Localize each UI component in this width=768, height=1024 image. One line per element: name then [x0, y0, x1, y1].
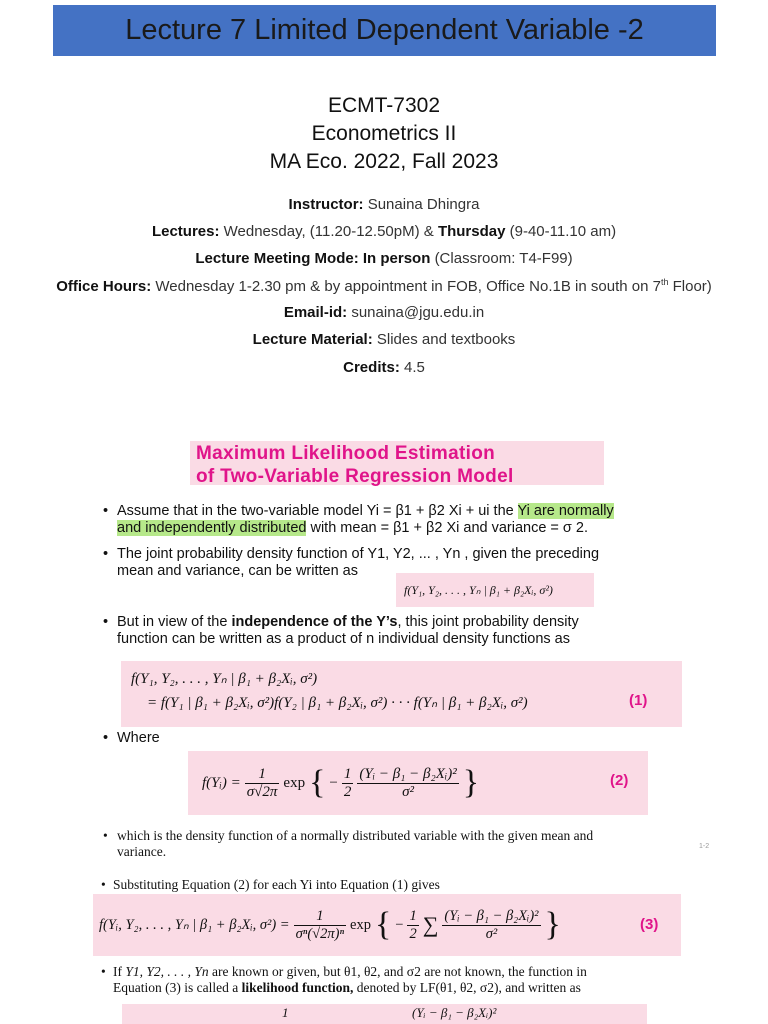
b3-post: , this joint probability density	[397, 614, 579, 630]
b2-line2: mean and variance, can be written as	[117, 563, 358, 579]
mode-label: Lecture Meeting Mode:	[195, 250, 359, 267]
eq2-half-den: 2	[343, 783, 352, 800]
b7-line2-bold: likelihood function,	[241, 980, 354, 995]
eq2-frac-den: σ√2π	[246, 783, 278, 800]
b7-line2-post: denoted by LF(θ1, θ2, σ2), and written as	[356, 980, 581, 995]
eq1-line2: = f(Y₁ | β₁ + β₂Xᵢ, σ²)f(Y₂ | β₁ + β₂Xᵢ, σ²) · · · f(Yₙ | β₁ + β₂Xᵢ, σ²)	[147, 695, 528, 711]
mode-value: In person	[362, 250, 431, 267]
eq2-body-den: σ²	[402, 783, 414, 800]
b4-where: Where	[117, 730, 160, 746]
b5-line1: which is the density function of a normally distributed variable with the given mean and	[117, 828, 594, 843]
eq3-lhs: f(Yᵢ, Y₂, . . . , Yₙ | β₁ + β₂Xᵢ, σ²) =	[99, 916, 290, 933]
course-program: MA Eco. 2022, Fall 2023	[269, 150, 499, 173]
b7-line1-post: are known or given, but θ1, θ2, and σ2 are not known, the function in	[212, 964, 587, 979]
mode-line	[0, 250, 768, 267]
equation-4-box-partial	[122, 1004, 647, 1024]
bullet-dot: •	[103, 614, 109, 630]
lecture-title: Lecture 7 Limited Dependent Variable -2	[125, 14, 644, 46]
office-hours-line	[0, 277, 768, 295]
eq1-line1: f(Y₁, Y₂, . . . , Yₙ | β₁ + β₂Xᵢ, σ²)	[131, 671, 318, 687]
b3-line2: function can be written as a product of n individual density functions as	[117, 631, 570, 647]
eq2-right-brace: }	[462, 764, 480, 801]
b2-line1: The joint probability density function of Y1, Y2, ... , Yn , given the preceding	[117, 546, 600, 562]
eq2-fraction	[245, 766, 280, 801]
b5-line2: variance.	[117, 844, 167, 859]
bullet-dot: •	[103, 730, 109, 746]
bullet-density-function	[103, 828, 637, 860]
material-label: Lecture Material:	[252, 331, 373, 348]
b7-line1-pre: If	[113, 964, 122, 979]
lectures-time2: (9-40-11.10 am)	[509, 223, 617, 240]
bullet-dot: •	[103, 503, 109, 519]
material-line	[0, 331, 768, 348]
eq3-right-brace: }	[544, 906, 561, 943]
bullet-dot: •	[101, 964, 106, 979]
eq1-number: (1)	[629, 692, 648, 709]
email-label: Email-id:	[283, 304, 348, 321]
eq3-body-den: σ²	[485, 925, 498, 942]
eq3-frac-num: 1	[294, 908, 346, 926]
mle-section-title	[190, 441, 604, 485]
instructor-label: Instructor:	[288, 196, 364, 213]
office-value: Wednesday 1-2.30 pm & by appointment in FOB, Office No.1B in south on 7	[155, 278, 661, 295]
joint-pdf-box	[396, 573, 594, 607]
bullet-assume	[103, 503, 657, 537]
eq4-partial-body: (Yᵢ − β₁ − β₂Xᵢ)²	[412, 1005, 497, 1020]
b6-text: Substituting Equation (2) for each Yi into Equation (1) gives	[113, 877, 440, 892]
b1-post: with mean = β1 + β2 Xi and variance = σ 2.	[310, 520, 589, 536]
bullet-where	[103, 730, 160, 747]
eq2-exp: exp	[283, 774, 306, 791]
b3-bold: independence of the Y’s	[231, 614, 398, 630]
lectures-day2: Thursday	[437, 223, 506, 240]
lectures-label: Lectures:	[151, 223, 220, 240]
mle-title-line2: of Two-Variable Regression Model	[196, 466, 514, 487]
eq3-half	[407, 908, 418, 943]
b1-pre: Assume that in the two-variable model Yi = β1 + β2 Xi + ui the	[117, 503, 514, 519]
bullet-likelihood	[101, 964, 673, 996]
email-value[interactable]: sunaina@jgu.edu.in	[351, 304, 485, 321]
mode-room: (Classroom: T4-F99)	[434, 250, 573, 267]
b3-pre: But in view of the	[117, 614, 228, 630]
office-sup: th	[660, 277, 669, 287]
eq3-left-brace: {	[374, 906, 392, 943]
eq3-fraction	[294, 908, 346, 943]
joint-pdf-equation: f(Y₁, Y₂, . . . , Yₙ | β₁ + β₂Xᵢ, σ²)	[404, 583, 553, 597]
eq3-minus: −	[395, 916, 404, 933]
office-label: Office Hours:	[56, 278, 152, 295]
course-block	[0, 92, 768, 176]
equation-1-box	[121, 661, 682, 727]
instructor-line	[0, 196, 768, 213]
course-name: Econometrics II	[311, 122, 457, 145]
bullet-substituting	[101, 877, 673, 893]
eq2-body	[357, 766, 458, 801]
lecture-title-bar	[53, 5, 716, 56]
eq2-left-brace: {	[309, 764, 326, 801]
eq2-half-num: 1	[343, 765, 352, 782]
mle-title-line1: Maximum Likelihood Estimation	[196, 443, 496, 464]
eq2-lhs: f(Yᵢ) =	[202, 774, 241, 791]
material-value: Slides and textbooks	[376, 331, 516, 348]
credits-value: 4.5	[404, 359, 425, 376]
b7-line2-pre: Equation (3) is called a	[113, 980, 239, 995]
equation-3-box	[93, 894, 681, 956]
eq2-expression	[202, 761, 479, 805]
eq3-body-num: (Yᵢ − β₁ − β₂Xᵢ)²	[444, 907, 539, 924]
b1-highlight-1: Yi are normally	[517, 503, 614, 519]
bullet-independence	[103, 614, 677, 648]
bullet-dot: •	[103, 546, 109, 562]
eq3-body	[442, 908, 540, 943]
b7-line1-mid: Y1, Y2, . . . , Yn	[125, 964, 209, 979]
eq4-partial-frac-num: 1	[282, 1005, 289, 1020]
eq2-minus: −	[329, 774, 338, 791]
credits-line	[0, 359, 768, 376]
eq3-number: (3)	[640, 916, 659, 933]
eq3-expression	[99, 902, 561, 948]
bullet-dot: •	[103, 828, 108, 843]
course-code: ECMT-7302	[327, 94, 441, 117]
credits-label: Credits:	[343, 359, 400, 376]
eq3-half-num: 1	[409, 907, 417, 924]
eq2-frac-num: 1	[245, 766, 280, 784]
eq3-exp: exp	[350, 916, 371, 933]
bullet-dot: •	[101, 877, 106, 892]
eq3-half-den: 2	[409, 925, 417, 942]
eq3-sum-symbol: ∑	[422, 912, 439, 937]
office-tail: Floor)	[672, 278, 712, 295]
eq2-number: (2)	[610, 772, 629, 789]
eq3-frac-den: σⁿ(√2π)ⁿ	[295, 925, 345, 942]
lectures-line	[0, 223, 768, 240]
b1-highlight-2: and independently distributed	[117, 520, 307, 536]
eq2-half	[342, 766, 354, 801]
eq2-body-num: (Yᵢ − β₁ − β₂Xᵢ)²	[359, 765, 457, 782]
page-marker: 1-2	[699, 843, 710, 850]
email-line	[0, 304, 768, 321]
instructor-value: Sunaina Dhingra	[367, 196, 480, 213]
lectures-value: Wednesday, (11.20-12.50pM) &	[223, 223, 434, 240]
equation-2-box	[188, 751, 648, 815]
